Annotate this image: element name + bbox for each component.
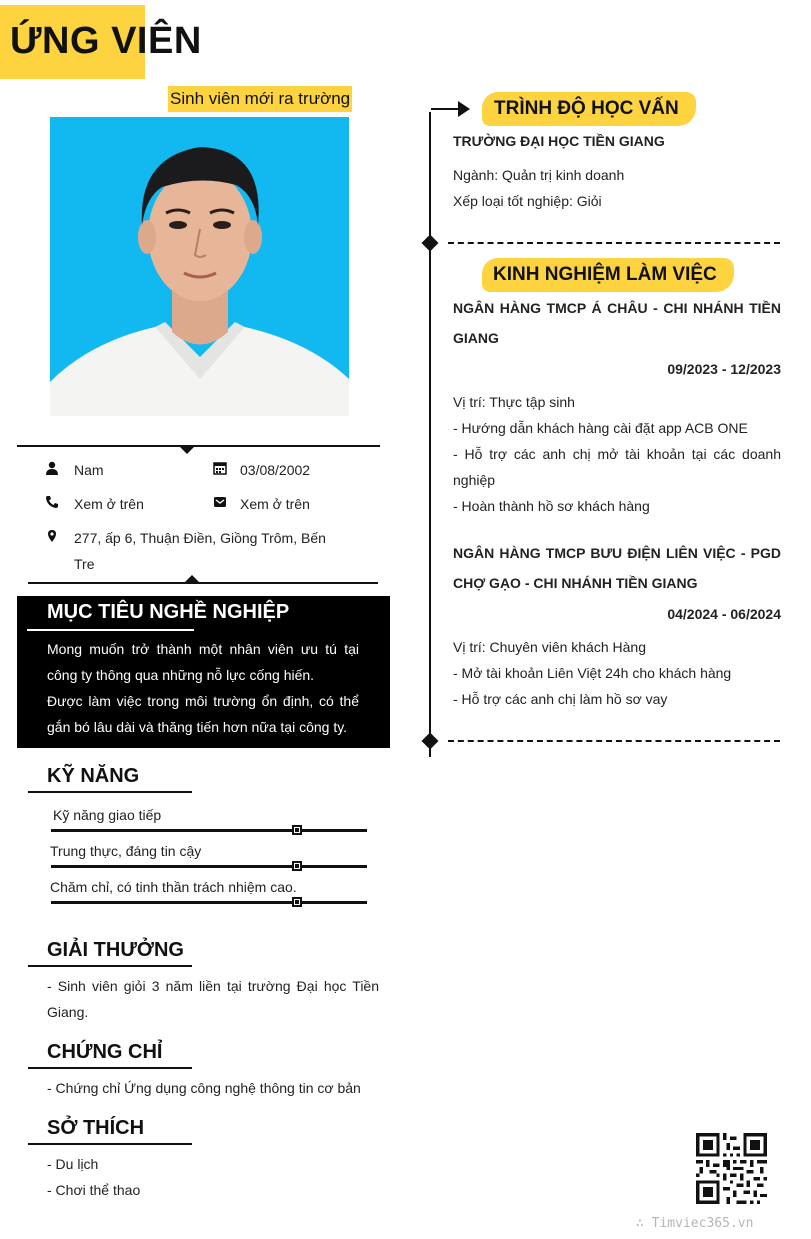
career-goal-line: Mong muốn trở thành một nhân viên ưu tú tại công ty thông qua những nỗ lực cống hiến. — [47, 641, 359, 683]
skill-bar — [51, 901, 367, 904]
experience-title: KINH NGHIỆM LÀM VIỆC — [493, 264, 717, 285]
skill-label: Trung thực, đáng tin cậy — [50, 843, 202, 859]
footer-watermark — [636, 1216, 753, 1231]
awards-text: - Sinh viên giỏi 3 năm liền tại trường Đại học Tiền Giang. — [47, 978, 379, 1020]
awards-underline — [28, 965, 192, 967]
section-divider — [448, 740, 780, 742]
skill-level-knob — [292, 825, 302, 835]
qr-code-icon — [696, 1133, 767, 1204]
profile-photo-illustration — [50, 117, 349, 416]
timeline-node — [422, 235, 439, 252]
job-task: - Hỗ trợ các anh chị làm hồ sơ vay — [453, 691, 668, 707]
info-top-arrow — [179, 446, 195, 454]
job-role: Vị trí: Chuyên viên khách Hàng — [453, 639, 646, 655]
education-major: Ngành: Quản trị kinh doanh — [453, 167, 625, 183]
candidate-name: ỨNG VIÊN — [10, 20, 202, 62]
person-icon — [44, 461, 60, 477]
hobby-item: - Chơi thể thao — [47, 1182, 141, 1198]
skill-label: Chăm chỉ, có tinh thần trách nhiệm cao. — [50, 879, 297, 895]
awards-title: GIẢI THƯỞNG — [47, 939, 184, 961]
brand-logo-icon: ∴ — [636, 1216, 652, 1231]
job-date: 04/2024 - 06/2024 — [667, 606, 781, 622]
skill-bar — [51, 865, 367, 868]
career-goal-section — [17, 596, 390, 748]
hobbies-underline — [28, 1143, 192, 1145]
skills-title: KỸ NĂNG — [47, 765, 140, 787]
address-value: 277, ấp 6, Thuận Điền, Giồng Trôm, Bến Tre — [74, 530, 326, 572]
section-divider — [448, 242, 780, 244]
timeline-line — [429, 112, 431, 757]
timeline-arrow-line — [431, 108, 459, 110]
email-icon — [212, 495, 228, 511]
education-school: TRƯỜNG ĐẠI HỌC TIỀN GIANG — [453, 133, 665, 149]
email-value: Xem ở trên — [240, 496, 310, 512]
education-grade: Xếp loại tốt nghiệp: Giỏi — [453, 193, 602, 209]
info-bottom-rule — [28, 582, 378, 584]
footer-brand: Timviec365.vn — [651, 1216, 754, 1231]
location-icon — [44, 529, 60, 545]
info-top-rule — [17, 445, 380, 447]
job-organization: NGÂN HÀNG TMCP Á CHÂU - CHI NHÁNH TIỀN GIANG — [453, 300, 781, 346]
career-goal-title: MỤC TIÊU NGHỀ NGHIỆP — [47, 601, 290, 623]
certificates-underline — [28, 1067, 192, 1069]
phone-value: Xem ở trên — [74, 496, 144, 512]
gender-value: Nam — [74, 462, 104, 478]
skills-underline — [28, 791, 192, 793]
timeline-arrow-icon — [458, 101, 470, 117]
career-goal-underline — [27, 629, 194, 631]
skill-level-knob — [292, 897, 302, 907]
timeline-node — [422, 733, 439, 750]
skill-level-knob — [292, 861, 302, 871]
job-task: - Hướng dẫn khách hàng cài đặt app ACB ONE — [453, 420, 748, 436]
calendar-icon — [212, 461, 228, 477]
career-goal-line: Được làm việc trong môi trường ổn định, có thể gắn bó lâu dài và thăng tiến hơn nữa tại công ty. — [47, 693, 359, 735]
hobby-item: - Du lịch — [47, 1156, 99, 1172]
job-organization: NGÂN HÀNG TMCP BƯU ĐIỆN LIÊN VIỆC - PGD CHỢ GẠO - CHI NHÁNH TIỀN GIANG — [453, 545, 781, 591]
certificates-text: - Chứng chỉ Ứng dụng công nghệ thông tin cơ bản — [47, 1080, 361, 1096]
job-task: - Mở tài khoản Liên Việt 24h cho khách hàng — [453, 665, 732, 681]
job-task: - Hỗ trợ các anh chị mở tài khoản tại các doanh nghiệp — [453, 446, 781, 488]
education-title: TRÌNH ĐỘ HỌC VẤN — [494, 98, 679, 119]
job-task: - Hoàn thành hồ sơ khách hàng — [453, 498, 650, 514]
career-goal-text — [47, 636, 359, 740]
qr-code — [696, 1133, 767, 1204]
skill-label: Kỹ năng giao tiếp — [53, 807, 162, 823]
hobbies-title: SỞ THÍCH — [47, 1117, 145, 1139]
phone-icon — [44, 495, 60, 511]
desired-position: Sinh viên mới ra trường — [168, 86, 352, 112]
birthdate-value: 03/08/2002 — [240, 462, 311, 478]
job-date: 09/2023 - 12/2023 — [667, 361, 781, 377]
profile-photo — [50, 117, 349, 416]
certificates-title: CHỨNG CHỈ — [47, 1041, 163, 1063]
skill-bar — [51, 829, 367, 832]
job-role: Vị trí: Thực tập sinh — [453, 394, 575, 410]
